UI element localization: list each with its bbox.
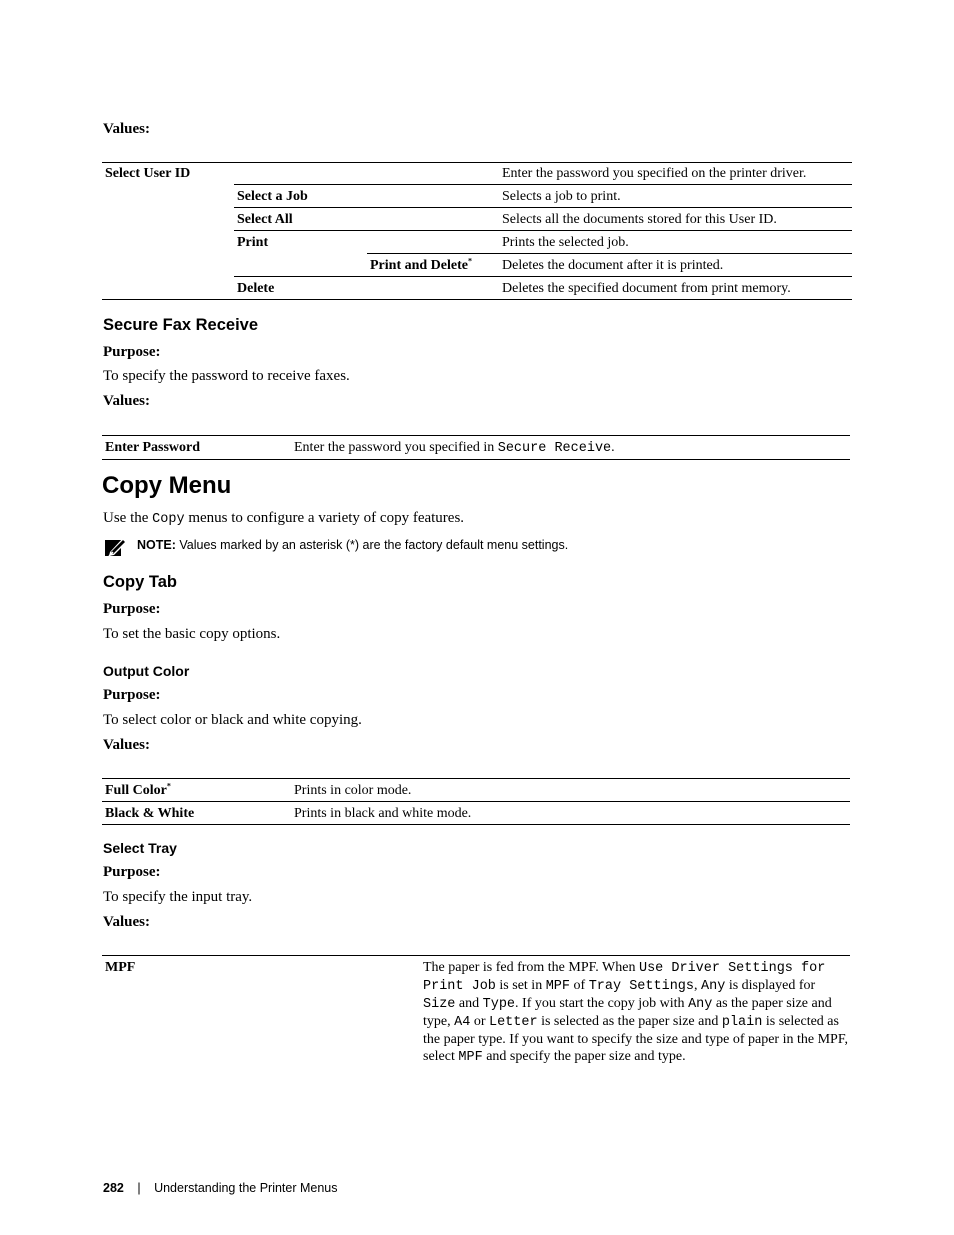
table-row <box>102 231 852 254</box>
code-secure-receive: Secure Receive <box>497 441 612 456</box>
stored-print-table <box>102 162 852 300</box>
page-number: 282 <box>103 1181 124 1195</box>
values-label: Values: <box>103 914 150 930</box>
output-color-heading: Output Color <box>103 663 190 679</box>
full-color-cell: Full Color* <box>105 781 171 798</box>
table-row <box>102 208 852 231</box>
select-tray-table <box>102 955 850 1068</box>
select-tray-heading: Select Tray <box>103 840 177 856</box>
table-desc-cell: Enter the password you specified on the printer driver. <box>502 166 807 181</box>
table-desc-cell: Prints in color mode. <box>294 783 412 798</box>
note-text: NOTE: Values marked by an asterisk (*) are the factory default menu settings. <box>137 538 569 552</box>
enter-password-cell: Enter Password <box>105 440 201 455</box>
table-desc-cell: Prints the selected job. <box>499 231 852 254</box>
table-desc-cell: Deletes the document after it is printed. <box>499 254 852 277</box>
footer-section-title: Understanding the Printer Menus <box>154 1181 338 1195</box>
default-marker: * <box>467 256 472 266</box>
page-footer <box>103 1181 338 1195</box>
purpose-label: Purpose: <box>103 687 161 703</box>
table-desc-cell: Prints in black and white mode. <box>291 802 850 825</box>
note-pencil-icon <box>104 536 128 558</box>
values-label: Values: <box>103 393 150 409</box>
table-desc-cell: Enter the password you specified in Secure Receive. <box>294 440 615 456</box>
secure-fax-heading: Secure Fax Receive <box>103 316 259 334</box>
print-cell: Print <box>234 231 367 254</box>
purpose-label: Purpose: <box>103 344 161 360</box>
code-copy: Copy <box>152 512 185 527</box>
stored-print-values-table <box>102 162 852 299</box>
copy-menu-heading: Copy Menu <box>102 472 232 499</box>
footer-separator: | <box>137 1181 141 1195</box>
select-a-job-cell: Select a Job <box>234 185 367 208</box>
table-desc-cell: Selects a job to print. <box>499 185 852 208</box>
print-and-delete-label: Print and Delete <box>370 258 468 273</box>
secure-fax-table <box>102 435 850 460</box>
table-row <box>102 956 850 1068</box>
mpf-cell: MPF <box>105 960 136 975</box>
purpose-text: To specify the input tray. <box>103 889 253 905</box>
table-row <box>102 277 852 300</box>
purpose-label: Purpose: <box>103 601 161 617</box>
select-all-cell: Select All <box>234 208 367 231</box>
select-user-id-cell: Select User ID <box>105 166 191 181</box>
delete-cell: Delete <box>234 277 367 300</box>
purpose-text: To specify the password to receive faxes. <box>103 368 350 384</box>
output-color-table <box>102 778 850 825</box>
table-row <box>102 254 852 277</box>
table-row <box>102 185 852 208</box>
default-marker: * <box>166 781 171 791</box>
table-desc-cell: Selects all the documents stored for this User ID. <box>499 208 852 231</box>
black-white-cell: Black & White <box>102 802 291 825</box>
purpose-label: Purpose: <box>103 864 161 880</box>
purpose-text: To set the basic copy options. <box>103 626 281 642</box>
copy-menu-intro: Use the Copy menus to configure a variety of copy features. <box>103 510 465 527</box>
table-desc-cell: Deletes the specified document from print memory. <box>499 277 852 300</box>
table-row <box>102 162 852 185</box>
table-row <box>102 779 850 802</box>
values-label: Values: <box>103 121 150 137</box>
table-row <box>102 802 850 825</box>
table-desc-cell: The paper is fed from the MPF. When Use Driver Settings for Print Job is set in MPF of Tray Settings, Any is displayed for Size and Type. If you start the copy job with Any as the paper size and type, A4 or Letter is selected as the paper size and plain is selected as the paper type. If you want to specify the size and type of paper in the MPF, select MPF and specify the paper size and type. <box>423 960 848 1065</box>
values-label: Values: <box>103 737 150 753</box>
print-and-delete-cell <box>367 254 499 277</box>
copy-tab-heading: Copy Tab <box>103 573 177 591</box>
purpose-text: To select color or black and white copying. <box>103 712 362 728</box>
table-row <box>102 436 850 459</box>
